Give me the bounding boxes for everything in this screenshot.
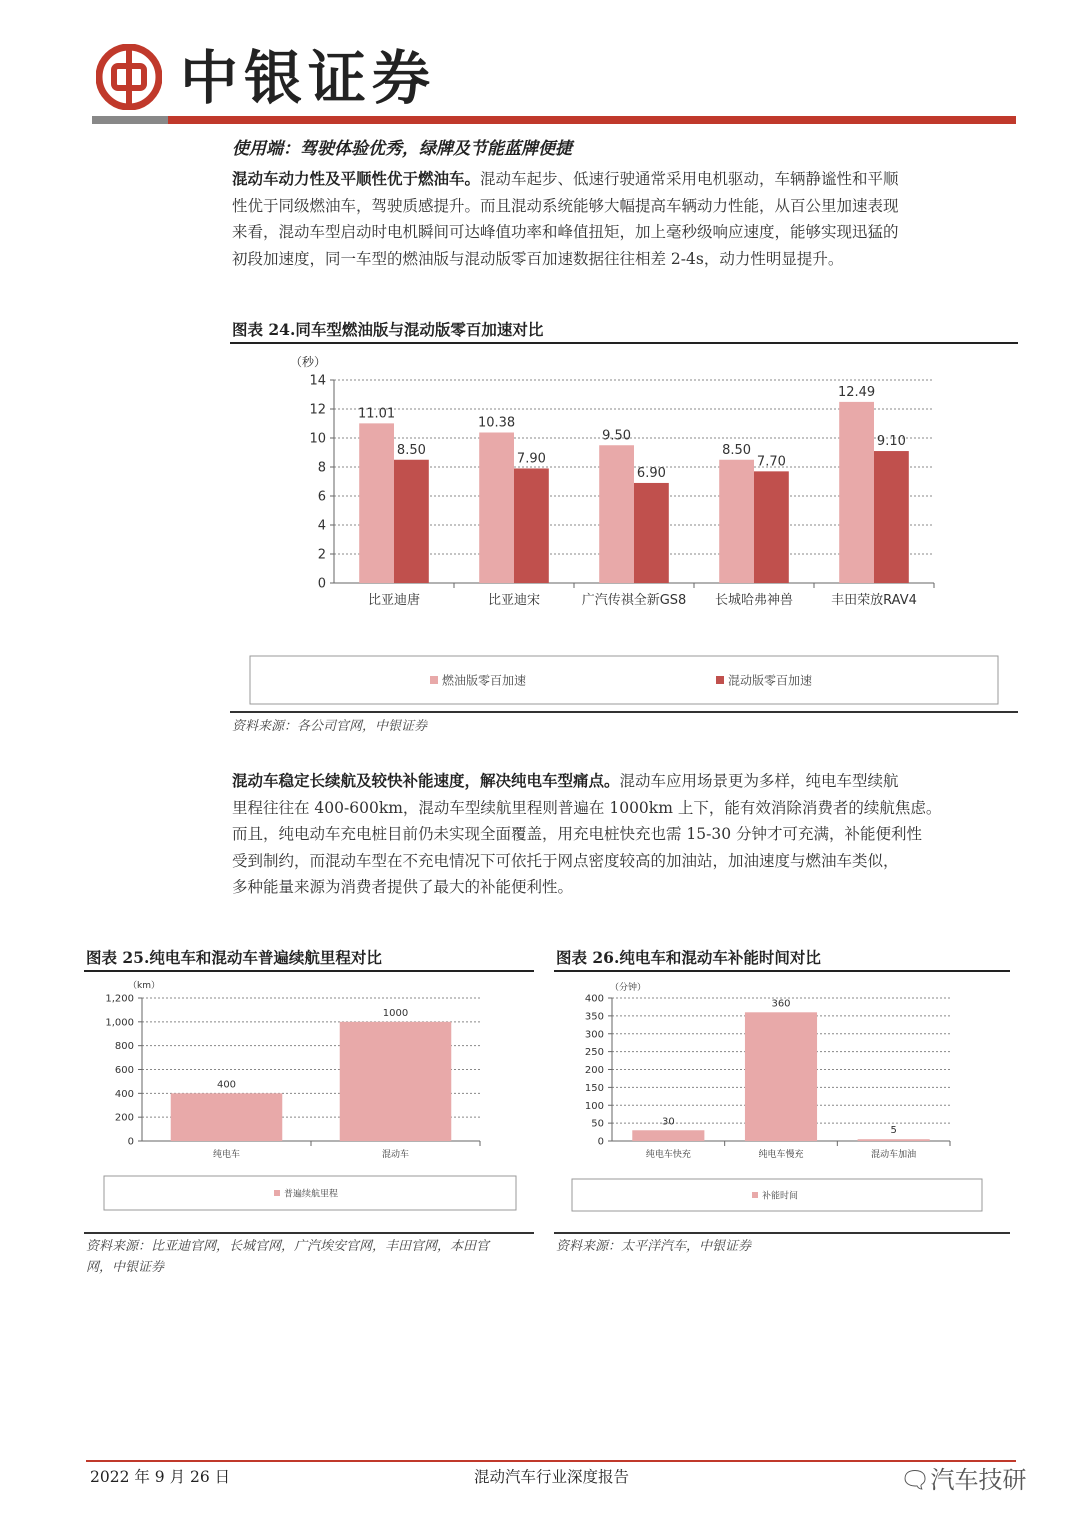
- fig25-legend-label: 普遍续航里程: [284, 1189, 339, 1200]
- fig25-category-label: 纯电车: [212, 1150, 241, 1160]
- header-divider-accent: [92, 116, 168, 124]
- fig24-bar: [754, 471, 789, 583]
- fig24-ytick-label: 10: [309, 431, 326, 447]
- fig26-ytick-label: 400: [584, 993, 604, 1005]
- paragraph-2-line-5: 多种能量来源为消费者提供了最大的补能便利性。: [232, 878, 574, 896]
- fig24-bottom-rule: [230, 711, 1018, 713]
- fig24-legend-swatch: [430, 676, 438, 684]
- fig24-legend-box: [250, 656, 998, 704]
- paragraph-1-line-3: 来看，混动车型启动时电机瞬间可达峰值功率和峰值扭矩，加上毫秒级响应速度，能够实现迅猛的: [232, 223, 899, 241]
- header-divider: [92, 116, 1016, 124]
- fig26-ytick-label: 0: [597, 1136, 604, 1148]
- fig24-ytick-label: 8: [317, 460, 326, 476]
- fig25-data-label: 400: [216, 1079, 237, 1091]
- fig26-ytick-label: 200: [584, 1065, 604, 1076]
- fig24-bar: [719, 460, 754, 583]
- fig25-bar: [171, 1093, 283, 1141]
- fig26-ytick-label: 100: [584, 1100, 604, 1112]
- paragraph-2-line-2: 里程往往在 400-600km，混动车型续航里程则普遍在 1000km 上下，能有效消除消费者的续航焦虑。: [232, 798, 942, 817]
- fig24-bar: [479, 432, 514, 583]
- fig26-legend-label: 补能时间: [762, 1191, 799, 1202]
- fig24-ytick-label: 6: [317, 489, 326, 505]
- fig26-chart: [554, 976, 1010, 1230]
- fig24-legend-label: 燃油版零百加速: [442, 673, 527, 688]
- watermark-text: 汽车技研: [930, 1466, 1027, 1494]
- fig25-ytick-label: 400: [114, 1088, 134, 1100]
- fig24-data-label: 12.49: [837, 384, 876, 400]
- fig24-chart: [230, 348, 1018, 710]
- fig25-legend-swatch: [274, 1190, 280, 1196]
- fig24-data-label: 6.90: [636, 465, 666, 481]
- fig25-title: 图表 25.纯电车和混动车普遍续航里程对比: [86, 948, 382, 967]
- fig26-ytick-label: 350: [584, 1011, 604, 1023]
- fig24-title: 图表 24.同车型燃油版与混动版零百加速对比: [232, 320, 544, 339]
- footer-divider: [86, 1460, 1016, 1462]
- fig24-bar: [874, 451, 909, 583]
- section-title: 使用端：驾驶体验优秀，绿牌及节能蓝牌便捷: [232, 139, 572, 159]
- fig26-ylabel: （分钟）: [610, 983, 647, 993]
- fig25-ytick-label: 800: [114, 1041, 134, 1053]
- fig24-ytick-label: 2: [317, 547, 326, 563]
- fig26-ytick-label: 150: [584, 1082, 604, 1094]
- fig24-data-label: 7.70: [756, 454, 786, 470]
- fig24-ytick-label: 12: [309, 402, 326, 418]
- fig24-category-label: 丰田荣放RAV4: [831, 593, 917, 608]
- paragraph-1-lead: 混动车动力性及平顺性优于燃油车。: [232, 169, 481, 188]
- fig25-ytick-label: 600: [114, 1065, 134, 1076]
- fig24-ytick-label: 0: [317, 576, 326, 592]
- footer-report-title: 混动汽车行业深度报告: [474, 1468, 630, 1486]
- wechat-icon: 🗨: [900, 1466, 931, 1494]
- fig24-ytick-label: 14: [309, 373, 326, 389]
- fig25-top-rule: [84, 970, 534, 972]
- fig24-data-label: 11.01: [357, 406, 396, 422]
- brand-name: 中银证券: [180, 44, 437, 112]
- fig26-top-rule: [554, 970, 1010, 972]
- fig24-legend-label: 混动版零百加速: [728, 673, 813, 688]
- paragraph-1: [232, 166, 1016, 272]
- paragraph-2-line-1: 混动车应用场景更为多样，纯电车型续航: [619, 772, 899, 790]
- fig26-bar: [745, 1012, 817, 1141]
- fig26-bar: [858, 1139, 930, 1141]
- fig25-data-label: 1000: [382, 1007, 409, 1019]
- fig26-data-label: 360: [771, 998, 791, 1010]
- fig25-ytick-label: 200: [114, 1112, 134, 1124]
- fig24-category-label: 长城哈弗神兽: [714, 593, 794, 608]
- fig26-source: 资料来源：太平洋汽车，中银证券: [556, 1239, 752, 1254]
- fig24-source: 资料来源：各公司官网，中银证券: [232, 719, 428, 734]
- fig25-ytick-label: 1,000: [105, 1017, 134, 1029]
- fig24-data-label: 7.90: [516, 451, 546, 467]
- paragraph-2-line-3: 而且，纯电动车充电桩目前仍未实现全面覆盖，用充电桩快充也需 15-30 分钟才可充满，补能便利性: [232, 825, 923, 843]
- fig26-bar: [632, 1130, 704, 1141]
- paragraph-2: [232, 768, 1016, 901]
- fig25-source: [86, 1236, 536, 1278]
- fig25-chart: [84, 976, 534, 1230]
- fig26-bottom-rule: [554, 1232, 1010, 1234]
- fig24-legend-swatch: [716, 676, 724, 684]
- fig24-bar: [514, 468, 549, 583]
- paragraph-2-lead: 混动车稳定长续航及较快补能速度，解决纯电车型痛点。: [232, 771, 620, 790]
- fig24-data-label: 9.50: [602, 428, 632, 444]
- fig26-category-label: 纯电车快充: [645, 1150, 691, 1160]
- fig24-bar: [839, 402, 874, 583]
- fig24-category-label: 比亚迪宋: [487, 593, 541, 608]
- fig24-top-rule: [230, 342, 1018, 344]
- paragraph-1-line-2: 性优于同级燃油车，驾驶质感提升。而且混动系统能够大幅提高车辆动力性能，从百公里加速表现: [232, 196, 899, 215]
- watermark: [900, 1460, 1026, 1495]
- fig25-bottom-rule: [84, 1232, 534, 1234]
- fig26-legend-swatch: [752, 1192, 758, 1198]
- fig24-data-label: 9.10: [876, 434, 906, 450]
- fig24-bar: [394, 460, 429, 583]
- fig25-ytick-label: 1,200: [105, 993, 134, 1005]
- fig25-source-line-2: 网，中银证券: [86, 1260, 165, 1275]
- fig24-category-label: 广汽传祺全新GS8: [581, 593, 687, 608]
- fig25-bar: [340, 1022, 452, 1141]
- fig24-ytick-label: 4: [317, 518, 326, 534]
- fig26-data-label: 30: [661, 1116, 675, 1128]
- fig26-ytick-label: 50: [591, 1118, 604, 1130]
- fig24-data-label: 10.38: [477, 415, 516, 431]
- fig25-ytick-label: 0: [127, 1136, 134, 1148]
- fig24-bar: [359, 423, 394, 583]
- paragraph-2-line-4: 受到制约，而混动车型在不充电情况下可依托于网点密度较高的加油站，加油速度与燃油车类似，: [232, 851, 899, 870]
- fig24-bar: [634, 483, 669, 583]
- fig24-data-label: 8.50: [722, 442, 752, 458]
- paragraph-1-line-1: 混动车起步、低速行驶通常采用电机驱动，车辆静谧性和平顺: [480, 170, 899, 188]
- footer-date: 2022 年 9 月 26 日: [90, 1468, 231, 1486]
- fig26-category-label: 混动车加油: [871, 1150, 917, 1160]
- fig24-ylabel: （秒）: [290, 355, 327, 369]
- fig24-category-label: 比亚迪唐: [367, 593, 421, 608]
- fig24-bar: [599, 445, 634, 583]
- fig26-ytick-label: 250: [584, 1047, 604, 1059]
- fig26-title: 图表 26.纯电车和混动车补能时间对比: [556, 948, 821, 967]
- fig26-ytick-label: 300: [584, 1029, 604, 1041]
- fig26-category-label: 纯电车慢充: [758, 1150, 804, 1160]
- paragraph-1-line-4: 初段加速度，同一车型的燃油版与混动版零百加速数据往往相差 2-4s，动力性明显提升。: [232, 249, 844, 268]
- fig25-source-line-1: 资料来源：比亚迪官网，长城官网，广汽埃安官网，丰田官网，本田官: [86, 1239, 490, 1254]
- fig24-data-label: 8.50: [396, 442, 426, 458]
- fig26-data-label: 5: [890, 1125, 897, 1137]
- fig25-category-label: 混动车: [381, 1150, 410, 1160]
- bank-logo-icon: [96, 44, 162, 110]
- fig25-ylabel: （km）: [128, 981, 160, 991]
